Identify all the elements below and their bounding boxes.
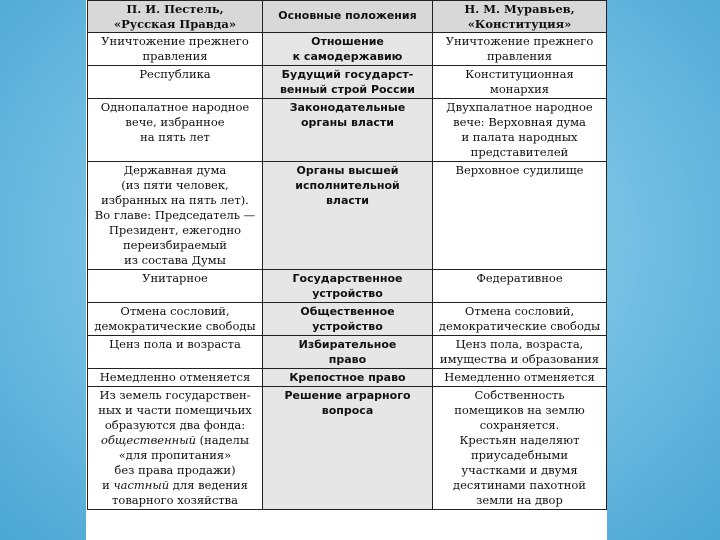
cell-pestel [88, 270, 263, 303]
table-row [88, 270, 607, 303]
cell-muravyov [433, 387, 607, 510]
cell-line: избранных на пять лет). [101, 193, 249, 207]
emphasis-private: частный [113, 478, 170, 492]
table-row-agrarian [88, 387, 607, 510]
cell-line: устройство [312, 287, 383, 300]
cell-line: демократические свободы [94, 319, 256, 333]
cell-line: Во главе: Председатель — [94, 208, 256, 222]
cell-line: Унитарное [142, 271, 208, 285]
cell-line: Двухпалатное народное [446, 100, 593, 114]
cell-line: Из земель государствен- [99, 388, 251, 402]
cell-muravyov [433, 336, 607, 369]
header-muravyov-line: «Конституция» [467, 16, 572, 31]
cell-line: без права продажи) [114, 463, 236, 477]
cell-topic [263, 270, 433, 303]
header-topics [263, 1, 433, 33]
cell-line: товарного хозяйства [112, 493, 238, 507]
cell-line: Верховное судилище [455, 163, 584, 177]
cell-pestel [88, 336, 263, 369]
cell-pestel [88, 33, 263, 66]
cell-line: Отмена сословий, [464, 304, 575, 318]
cell-line: Республика [139, 67, 211, 81]
header-pestel [88, 1, 263, 33]
cell-line: Отношение [311, 35, 384, 48]
cell-topic [263, 387, 433, 510]
cell-line: Однопалатное народное [100, 100, 250, 114]
cell-line: Будущий государст- [281, 68, 414, 81]
cell-pestel [88, 369, 263, 387]
cell-muravyov [433, 369, 607, 387]
cell-line: Избирательное [298, 338, 397, 351]
cell-topic [263, 162, 433, 270]
emphasis-public: общественный [100, 433, 196, 447]
cell-line: Отмена сословий, [120, 304, 230, 318]
cell-line: Собственность [474, 388, 565, 402]
table-sheet [86, 0, 607, 540]
cell-topic [263, 99, 433, 162]
cell-muravyov [433, 162, 607, 270]
cell-line: Государственное [292, 272, 403, 285]
cell-line: представителей [470, 145, 569, 159]
cell-topic [263, 33, 433, 66]
cell-muravyov [433, 303, 607, 336]
cell-line: (из пяти человек, [121, 178, 229, 192]
cell-pestel [88, 162, 263, 270]
cell-pestel [88, 99, 263, 162]
table-row [88, 99, 607, 162]
header-pestel-line: П. И. Пестель, [126, 2, 224, 16]
cell-line: имущества и образования [439, 352, 600, 366]
cell-line: вопроса [321, 404, 374, 417]
cell-line: Ценз пола, возраста, [455, 337, 584, 351]
cell-line: Уничтожение прежнего [445, 34, 594, 48]
table-row [88, 336, 607, 369]
cell-line: ных и части помещичьих [98, 403, 252, 417]
cell-line: Органы высшей [296, 164, 399, 177]
cell-line: Державная дума [123, 163, 227, 177]
cell-line: из состава Думы [124, 253, 226, 267]
cell-line: правления [486, 49, 553, 63]
cell-pestel [88, 303, 263, 336]
cell-line: правления [142, 49, 208, 63]
cell-line: право [328, 353, 367, 366]
cell-line: помещиков на землю [454, 403, 585, 417]
cell-line: исполнительной [295, 179, 400, 192]
cell-line: участками и двумя [461, 463, 578, 477]
cell-muravyov [433, 99, 607, 162]
cell-line: Конституционная [465, 67, 574, 81]
cell-text: и [102, 478, 114, 492]
cell-topic [263, 369, 433, 387]
cell-line: Крестьян наделяют [459, 433, 580, 447]
cell-topic [263, 303, 433, 336]
cell-line: Решение аграрного [284, 389, 411, 402]
cell-line: Ценз пола и возраста [109, 337, 241, 351]
cell-line: органы власти [300, 116, 395, 129]
cell-line: Немедленно отменяется [444, 370, 595, 384]
cell-line [91, 433, 259, 448]
cell-line: на пять лет [140, 130, 210, 144]
cell-line: вече, избранное [125, 115, 225, 129]
cell-topic [263, 66, 433, 99]
cell-line: вече: Верховная дума [453, 115, 586, 129]
cell-muravyov [433, 33, 607, 66]
cell-line: десятинами пахотной [453, 478, 586, 492]
cell-line: земли на двор [476, 493, 563, 507]
table-row [88, 33, 607, 66]
cell-line: Общественное [300, 305, 395, 318]
cell-line: устройство [312, 320, 383, 333]
cell-pestel [88, 387, 263, 510]
cell-pestel [88, 66, 263, 99]
cell-line: сохраняется. [479, 418, 560, 432]
cell-line: образуются два фонда: [104, 418, 246, 432]
table-row [88, 369, 607, 387]
cell-line [91, 478, 259, 493]
cell-muravyov [433, 270, 607, 303]
cell-line: Законодательные [289, 101, 406, 114]
cell-line: Немедленно отменяется [99, 370, 251, 384]
header-muravyov-line: Н. М. Муравьев, [464, 2, 575, 16]
table-row [88, 162, 607, 270]
cell-line: и палата народных [461, 130, 578, 144]
cell-line: Уничтожение прежнего [101, 34, 249, 48]
header-topics-line: Основные положения [278, 9, 417, 23]
cell-text: (наделы [196, 433, 250, 447]
cell-line: переизбираемый [123, 238, 227, 252]
table-row [88, 66, 607, 99]
cell-topic [263, 336, 433, 369]
header-pestel-line: «Русская Правда» [113, 16, 237, 31]
cell-line: венный строй России [279, 83, 416, 96]
table-header-row [88, 1, 607, 33]
table-row [88, 303, 607, 336]
cell-line: «для пропитания» [118, 448, 232, 462]
header-muravyov [433, 1, 607, 33]
cell-line: монархия [489, 82, 550, 96]
cell-text: для ведения [169, 478, 248, 492]
cell-line: приусадебными [471, 448, 568, 462]
cell-line: власти [325, 194, 370, 207]
cell-muravyov [433, 66, 607, 99]
cell-line: к самодержавию [292, 50, 403, 63]
cell-line: Крепостное право [289, 371, 406, 384]
cell-line: Федеративное [476, 271, 563, 285]
comparison-table [87, 0, 607, 510]
cell-line: Президент, ежегодно [108, 223, 242, 237]
cell-line: демократические свободы [438, 319, 601, 333]
